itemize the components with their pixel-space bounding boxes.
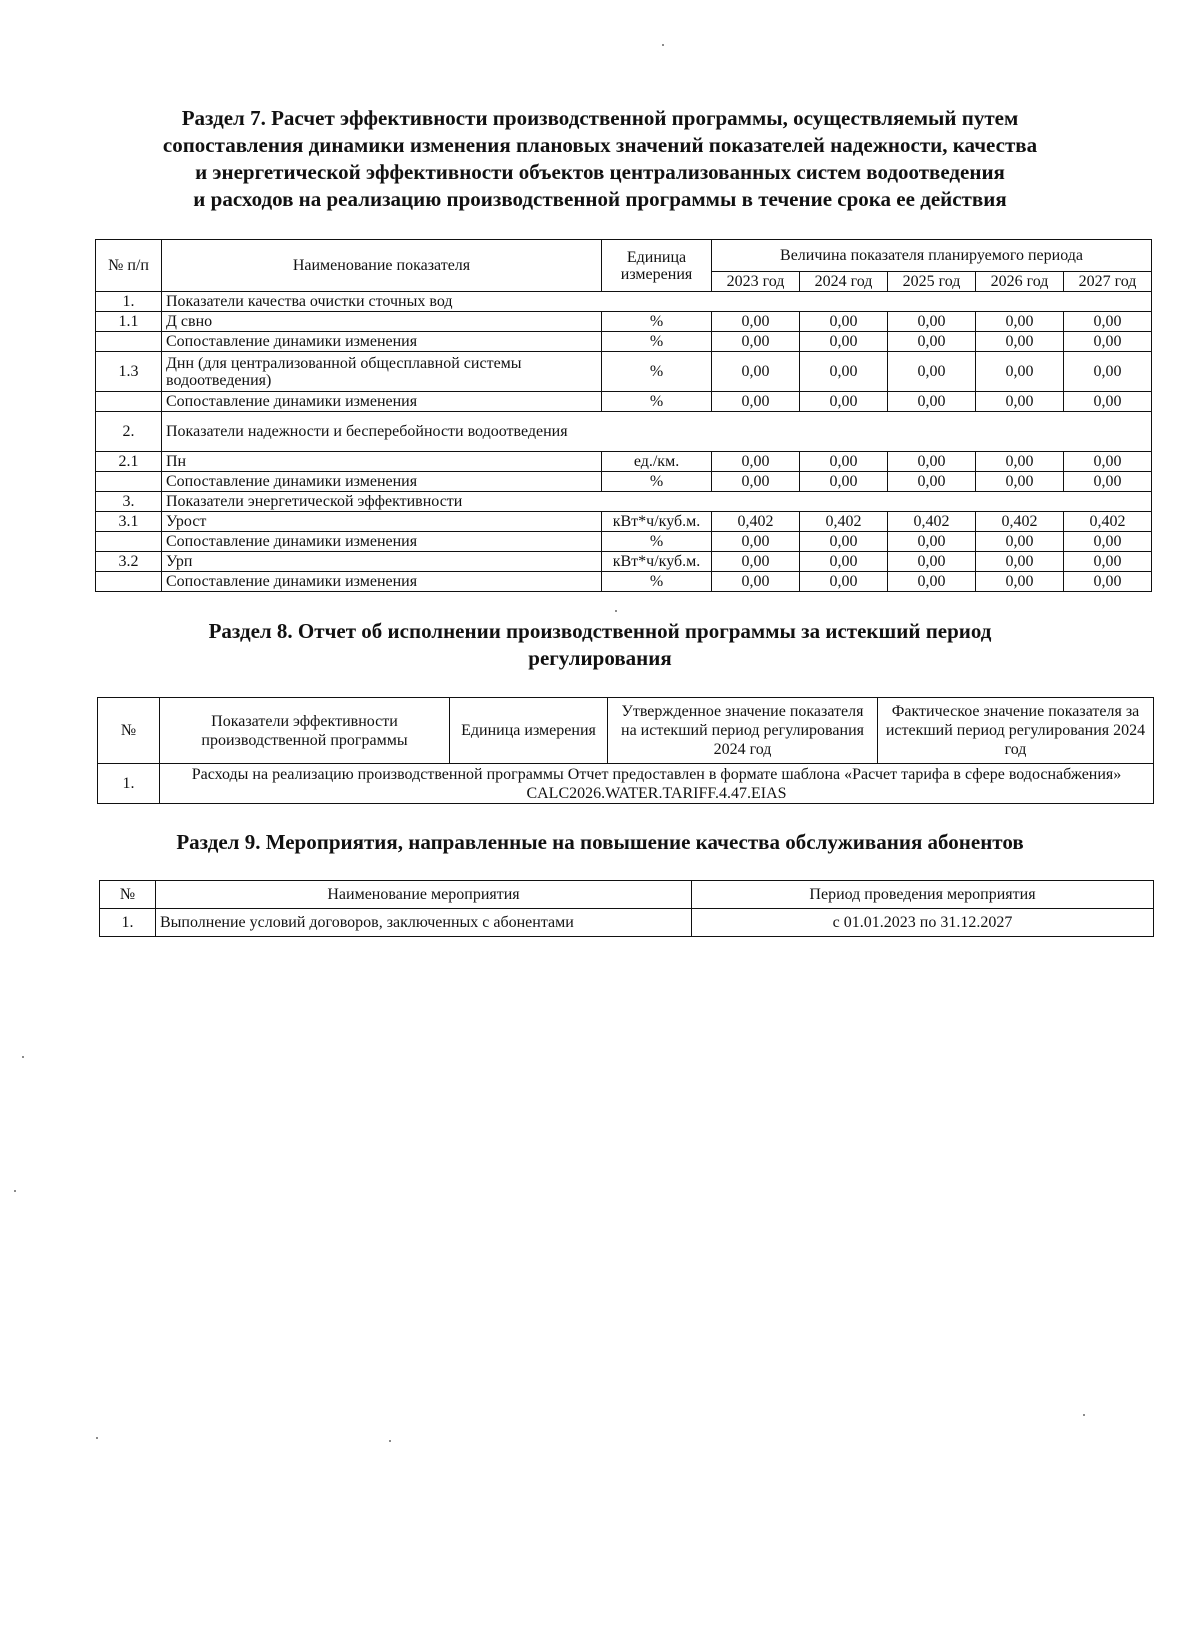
- activities-row-num: 1.: [100, 909, 156, 937]
- row-num: 3.2: [96, 552, 162, 572]
- report-row: [98, 764, 1154, 804]
- value-cell: 0,00: [1064, 312, 1152, 332]
- section7-title-line: и расходов на реализацию производственной программы в течение срока ее действия: [193, 187, 1007, 211]
- report-header-indicator: Показатели эффективности производственной программы: [160, 698, 450, 764]
- value-cell: 0,00: [800, 312, 888, 332]
- activities-header-period: Период проведения мероприятия: [692, 881, 1154, 909]
- section9-title-line: Раздел 9. Мероприятия, направленные на повышение качества обслуживания абонентов: [176, 830, 1024, 854]
- row-num: [96, 392, 162, 412]
- value-cell: 0,00: [976, 452, 1064, 472]
- table-row: [96, 292, 1152, 312]
- header-num: № п/п: [96, 240, 162, 292]
- efficiency-table-body: [96, 292, 1152, 592]
- unit-cell: %: [602, 532, 712, 552]
- value-cell: 0,00: [888, 312, 976, 332]
- unit-cell: %: [602, 332, 712, 352]
- indicator-name: Д свно: [162, 312, 602, 332]
- scan-speck: [1083, 1414, 1085, 1416]
- report-header-num: №: [98, 698, 160, 764]
- scan-speck: [14, 1190, 16, 1192]
- header-year: 2025 год: [888, 272, 976, 292]
- indicator-name: Урп: [162, 552, 602, 572]
- unit-cell: %: [602, 312, 712, 332]
- value-cell: 0,00: [800, 472, 888, 492]
- value-cell: 0,00: [712, 352, 800, 392]
- section9-title: [60, 829, 1140, 856]
- value-cell: 0,00: [800, 352, 888, 392]
- value-cell: 0,00: [1064, 352, 1152, 392]
- activities-row-period: с 01.01.2023 по 31.12.2027: [692, 909, 1154, 937]
- value-cell: 0,00: [1064, 552, 1152, 572]
- value-cell: 0,00: [976, 472, 1064, 492]
- header-period: Величина показателя планируемого периода: [712, 240, 1152, 272]
- table-row: [96, 512, 1152, 532]
- activities-table: [99, 880, 1154, 937]
- value-cell: 0,00: [712, 452, 800, 472]
- value-cell: 0,00: [1064, 332, 1152, 352]
- value-cell: 0,00: [888, 532, 976, 552]
- scan-speck: [662, 44, 664, 46]
- group-title: Показатели надежности и бесперебойности водоотведения: [162, 412, 1152, 452]
- indicator-name: Сопоставление динамики изменения: [162, 532, 602, 552]
- unit-cell: кВт*ч/куб.м.: [602, 512, 712, 532]
- table-row: [96, 412, 1152, 452]
- report-table: [97, 697, 1154, 804]
- report-row-text: Расходы на реализацию производственной программы Отчет предоставлен в формате шаблона «Расчет тарифа в сфере водоснабжения» CALC2026.WATER.TARIFF.4.47.EIAS: [160, 764, 1154, 804]
- report-row-num: 1.: [98, 764, 160, 804]
- value-cell: 0,00: [712, 332, 800, 352]
- table-row: [96, 552, 1152, 572]
- value-cell: 0,00: [888, 452, 976, 472]
- value-cell: 0,00: [888, 332, 976, 352]
- scan-speck: [615, 610, 617, 612]
- value-cell: 0,00: [976, 392, 1064, 412]
- report-header-approved: Утвержденное значение показателя на истекший период регулирования 2024 год: [608, 698, 878, 764]
- value-cell: 0,00: [800, 532, 888, 552]
- row-num: 1.: [96, 292, 162, 312]
- unit-cell: кВт*ч/куб.м.: [602, 552, 712, 572]
- indicator-name: Сопоставление динамики изменения: [162, 472, 602, 492]
- row-num: [96, 572, 162, 592]
- value-cell: 0,402: [888, 512, 976, 532]
- row-num: 1.3: [96, 352, 162, 392]
- section8-title: [60, 618, 1140, 672]
- table-row: [96, 572, 1152, 592]
- value-cell: 0,00: [712, 472, 800, 492]
- value-cell: 0,402: [1064, 512, 1152, 532]
- row-num: 1.1: [96, 312, 162, 332]
- activities-row: [100, 909, 1154, 937]
- value-cell: 0,00: [712, 312, 800, 332]
- group-title: Показатели энергетической эффективности: [162, 492, 1152, 512]
- header-year: 2027 год: [1064, 272, 1152, 292]
- row-num: [96, 472, 162, 492]
- value-cell: 0,00: [976, 332, 1064, 352]
- value-cell: 0,00: [800, 572, 888, 592]
- table-row: [96, 312, 1152, 332]
- row-num: 2.: [96, 412, 162, 452]
- value-cell: 0,00: [888, 352, 976, 392]
- value-cell: 0,00: [800, 392, 888, 412]
- activities-row-name: Выполнение условий договоров, заключенных с абонентами: [156, 909, 692, 937]
- report-header-unit: Единица измерения: [450, 698, 608, 764]
- scan-speck: [22, 1056, 24, 1058]
- header-name: Наименование показателя: [162, 240, 602, 292]
- value-cell: 0,402: [712, 512, 800, 532]
- row-num: [96, 532, 162, 552]
- section7-title: [60, 105, 1140, 213]
- indicator-name: Сопоставление динамики изменения: [162, 572, 602, 592]
- scan-speck: [389, 1440, 391, 1442]
- value-cell: 0,00: [800, 552, 888, 572]
- unit-cell: %: [602, 352, 712, 392]
- activities-header-name: Наименование мероприятия: [156, 881, 692, 909]
- table-row: [96, 332, 1152, 352]
- value-cell: 0,00: [1064, 572, 1152, 592]
- table-row: [96, 352, 1152, 392]
- value-cell: 0,00: [1064, 472, 1152, 492]
- row-num: 3.: [96, 492, 162, 512]
- table-row: [96, 532, 1152, 552]
- value-cell: 0,00: [976, 572, 1064, 592]
- row-num: 3.1: [96, 512, 162, 532]
- value-cell: 0,00: [888, 552, 976, 572]
- header-year: 2024 год: [800, 272, 888, 292]
- row-num: [96, 332, 162, 352]
- table-row: [96, 452, 1152, 472]
- section7-title-line: Раздел 7. Расчет эффективности производственной программы, осуществляемый путем: [181, 106, 1019, 130]
- value-cell: 0,00: [712, 552, 800, 572]
- indicator-name: Урост: [162, 512, 602, 532]
- activities-header-num: №: [100, 881, 156, 909]
- value-cell: 0,00: [976, 532, 1064, 552]
- header-year: 2023 год: [712, 272, 800, 292]
- table-row: [96, 472, 1152, 492]
- value-cell: 0,402: [800, 512, 888, 532]
- unit-cell: %: [602, 392, 712, 412]
- value-cell: 0,00: [712, 572, 800, 592]
- section7-title-line: и энергетической эффективности объектов централизованных систем водоотведения: [195, 160, 1005, 184]
- unit-cell: ед./км.: [602, 452, 712, 472]
- indicator-name: Сопоставление динамики изменения: [162, 392, 602, 412]
- value-cell: 0,402: [976, 512, 1064, 532]
- efficiency-table: [95, 239, 1152, 592]
- unit-cell: %: [602, 472, 712, 492]
- value-cell: 0,00: [976, 312, 1064, 332]
- indicator-name: Днн (для централизованной общесплавной системы водоотведения): [162, 352, 602, 392]
- row-num: 2.1: [96, 452, 162, 472]
- group-title: Показатели качества очистки сточных вод: [162, 292, 1152, 312]
- value-cell: 0,00: [976, 552, 1064, 572]
- indicator-name: Сопоставление динамики изменения: [162, 332, 602, 352]
- scan-speck: [96, 1437, 98, 1439]
- section8-title-line: регулирования: [528, 646, 672, 670]
- value-cell: 0,00: [888, 472, 976, 492]
- value-cell: 0,00: [800, 452, 888, 472]
- value-cell: 0,00: [712, 392, 800, 412]
- value-cell: 0,00: [888, 572, 976, 592]
- table-row: [96, 392, 1152, 412]
- value-cell: 0,00: [888, 392, 976, 412]
- section7-title-line: сопоставления динамики изменения плановых значений показателей надежности, качества: [162, 133, 1038, 157]
- value-cell: 0,00: [976, 352, 1064, 392]
- section8-title-line: Раздел 8. Отчет об исполнении производственной программы за истекший период: [208, 619, 992, 643]
- header-unit: Единица измерения: [602, 240, 712, 292]
- unit-cell: %: [602, 572, 712, 592]
- value-cell: 0,00: [1064, 532, 1152, 552]
- report-header-actual: Фактическое значение показателя за истекший период регулирования 2024 год: [878, 698, 1154, 764]
- value-cell: 0,00: [800, 332, 888, 352]
- header-year: 2026 год: [976, 272, 1064, 292]
- value-cell: 0,00: [1064, 392, 1152, 412]
- value-cell: 0,00: [1064, 452, 1152, 472]
- indicator-name: Пн: [162, 452, 602, 472]
- table-row: [96, 492, 1152, 512]
- value-cell: 0,00: [712, 532, 800, 552]
